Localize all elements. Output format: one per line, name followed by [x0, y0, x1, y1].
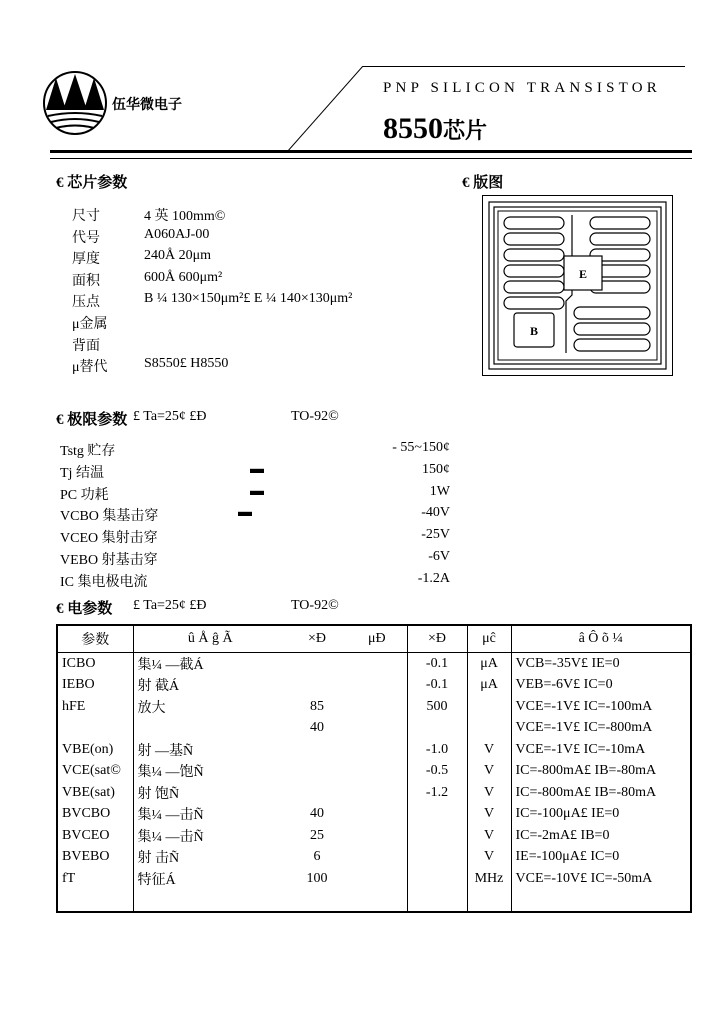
- param-max-cell: [407, 804, 467, 826]
- header-top-line: [363, 66, 685, 67]
- param-max-cell: -1.2: [407, 782, 467, 804]
- param-symbol-cell: VBE(on): [62, 741, 114, 757]
- param-symbol-cell: [57, 718, 133, 740]
- param-unit-cell: V: [467, 739, 511, 761]
- chip-layout-diagram: [482, 195, 673, 376]
- param-max-cell: [407, 718, 467, 740]
- param-cond-cell: VCE=-10V£ IC=-50mA: [511, 868, 691, 890]
- max-ratings-title: € 极限参数: [56, 412, 128, 428]
- table-row: [57, 761, 691, 783]
- page-title: PNP SILICON TRANSISTOR: [383, 80, 661, 96]
- param-desc-cell: [133, 718, 287, 740]
- max-rating-value: -1.2A: [417, 570, 450, 586]
- chip-param-value: 240Å 20μm: [144, 248, 212, 264]
- max-rating-mark: ▬: [238, 505, 252, 521]
- param-min-cell: [287, 782, 347, 804]
- param-desc-cell: 集¼ —击Ñ: [133, 825, 287, 847]
- table-row: [57, 868, 691, 890]
- col-header-cond: â Ô õ ¼: [511, 625, 691, 653]
- chip-param-row: [72, 291, 353, 313]
- max-rating-mark: ▬: [250, 461, 264, 477]
- max-rating-mark: ▬: [250, 483, 264, 499]
- param-symbol-cell: BVCEO: [62, 827, 110, 843]
- elec-chars-title: € 电参数: [56, 601, 113, 617]
- param-max-cell: [407, 847, 467, 869]
- max-rating-symbol: VEBO 射基击穿: [60, 552, 158, 568]
- col-header-desc: û Å ĝ Ã: [133, 625, 287, 653]
- max-rating-symbol: PC 功耗: [60, 487, 109, 503]
- base-label: B: [529, 324, 539, 338]
- param-cond-cell: IE=-100μA£ IC=0: [511, 847, 691, 869]
- table-row: [57, 804, 691, 826]
- param-desc-cell: 射 击Ñ: [133, 847, 287, 869]
- param-cond-cell: IC=-800mA£ IB=-80mA: [511, 782, 691, 804]
- param-desc-cell: 集¼ —饱Ñ: [133, 761, 287, 783]
- chip-param-row: [72, 335, 108, 357]
- company-name: 伍华微电子: [112, 98, 182, 113]
- max-rating-value: -25V: [421, 527, 450, 543]
- param-typ-cell: [347, 653, 407, 675]
- elec-chars-table: [56, 624, 692, 913]
- max-rating-row: [60, 571, 450, 593]
- chip-param-label: 厚度: [72, 252, 100, 268]
- param-desc-cell: 集¼ —截Á: [133, 653, 287, 675]
- table-row: [57, 739, 691, 761]
- param-typ-cell: [347, 804, 407, 826]
- param-min-cell: 40: [310, 806, 324, 822]
- chip-param-value: B ¼ 130×150μm²£ E ¼ 140×130μm²: [144, 291, 353, 307]
- table-row: [57, 718, 691, 740]
- param-unit-cell: V: [467, 761, 511, 783]
- chip-param-value: 600Å 600μm²: [144, 269, 223, 285]
- table-row: [57, 653, 691, 675]
- chip-params-list: [72, 205, 353, 378]
- col-header-min: ×Ð: [287, 625, 347, 653]
- param-max-cell: -0.1: [407, 653, 467, 675]
- param-unit-cell: μA: [467, 675, 511, 697]
- param-cond-cell: IC=-800mA£ IB=-80mA: [511, 761, 691, 783]
- max-ratings-condition: £ Ta=25¢ £Ð: [133, 409, 207, 424]
- param-typ-cell: [347, 782, 407, 804]
- param-max-cell: [407, 868, 467, 890]
- col-header-typ: μÐ: [347, 625, 407, 653]
- table-row: [57, 782, 691, 804]
- chip-param-row: [72, 269, 223, 292]
- param-cond-cell: VEB=-6V£ IC=0: [511, 675, 691, 697]
- param-min-cell: 6: [313, 849, 321, 865]
- col-header-max: ×Ð: [407, 625, 467, 653]
- param-typ-cell: [347, 718, 407, 740]
- param-desc-cell: 射 —基Ñ: [133, 739, 287, 761]
- param-desc-cell: 集¼ —击Ñ: [133, 804, 287, 826]
- param-typ-cell: [347, 675, 407, 697]
- max-rating-value: 150¢: [422, 461, 450, 477]
- chip-param-label: μ金属: [72, 316, 108, 332]
- param-symbol-cell: IEBO: [62, 677, 95, 693]
- param-unit-cell: V: [467, 782, 511, 804]
- chip-param-label: 背面: [72, 338, 100, 354]
- model-number: [383, 112, 487, 146]
- elec-table-body: [57, 653, 691, 890]
- max-ratings-list: [60, 440, 450, 593]
- param-min-cell: [287, 739, 347, 761]
- param-typ-cell: [347, 739, 407, 761]
- param-max-cell: -1.0: [407, 739, 467, 761]
- table-spacer-row: [57, 890, 691, 913]
- table-row: [57, 847, 691, 869]
- param-symbol-cell: BVEBO: [62, 849, 110, 865]
- param-min-cell: 40: [310, 720, 324, 736]
- chip-param-row: [72, 248, 212, 270]
- max-rating-value: -6V: [428, 548, 450, 564]
- table-row: [57, 696, 691, 718]
- header-rule-thick: [50, 150, 692, 153]
- param-cond-cell: VCB=-35V£ IE=0: [511, 653, 691, 675]
- param-unit-cell: MHz: [467, 868, 511, 890]
- elec-chars-condition: £ Ta=25¢ £Ð: [133, 598, 207, 613]
- param-desc-cell: 特征Á: [133, 868, 287, 890]
- param-min-cell: 25: [310, 827, 324, 843]
- param-typ-cell: [347, 868, 407, 890]
- max-rating-row: [60, 527, 450, 549]
- param-symbol-cell: BVCBO: [62, 806, 111, 822]
- param-desc-cell: 放大: [133, 696, 287, 718]
- layout-title: € 版图: [462, 175, 504, 191]
- company-logo: [42, 70, 108, 136]
- param-symbol-cell: fT: [62, 870, 76, 886]
- param-cond-cell: IC=-100μA£ IE=0: [511, 804, 691, 826]
- param-symbol-cell: VBE(sat): [62, 784, 115, 800]
- model-code: 8550: [383, 112, 443, 145]
- param-desc-cell: 射 饱Ñ: [133, 782, 287, 804]
- param-max-cell: [407, 825, 467, 847]
- param-typ-cell: [347, 847, 407, 869]
- param-min-cell: 100: [306, 870, 328, 886]
- max-rating-symbol: Tstg 贮存: [60, 444, 116, 459]
- max-rating-symbol: VCEO 集射击穿: [60, 531, 158, 547]
- param-unit-cell: V: [467, 804, 511, 826]
- max-rating-symbol: IC 集电极电流: [60, 574, 148, 590]
- col-header-param: 参数: [57, 625, 133, 653]
- param-min-cell: [287, 761, 347, 783]
- chip-param-row: [72, 205, 226, 227]
- max-ratings-package: TO-92©: [291, 409, 339, 424]
- param-symbol-cell: VCE(sat©: [62, 763, 121, 779]
- max-rating-value: 1W: [429, 483, 450, 499]
- max-rating-row: [60, 484, 450, 506]
- max-rating-symbol: VCBO 集基击穿: [60, 509, 159, 525]
- param-cond-cell: IC=-2mA£ IB=0: [511, 825, 691, 847]
- max-rating-row: [60, 505, 450, 527]
- emitter-label: E: [578, 267, 588, 281]
- chip-param-label: 压点: [72, 295, 100, 311]
- param-max-cell: 500: [407, 696, 467, 718]
- param-desc-cell: 射 截Á: [133, 675, 287, 697]
- elec-chars-package: TO-92©: [291, 598, 339, 613]
- param-unit-cell: [467, 718, 511, 740]
- max-rating-value: - 55~150¢: [392, 440, 450, 455]
- chip-param-value: A060AJ-00: [144, 226, 210, 242]
- max-rating-row: [60, 549, 450, 571]
- model-suffix: 芯片: [443, 118, 488, 143]
- chip-params-title: € 芯片参数: [56, 175, 128, 191]
- param-unit-cell: V: [467, 825, 511, 847]
- header-rule-thin: [50, 158, 692, 159]
- param-typ-cell: [347, 825, 407, 847]
- table-row: [57, 825, 691, 847]
- param-cond-cell: VCE=-1V£ IC=-10mA: [511, 739, 691, 761]
- param-cond-cell: VCE=-1V£ IC=-800mA: [511, 718, 691, 740]
- chip-param-value: 4 英 100mm©: [144, 209, 226, 224]
- max-rating-symbol: Tj 结温: [60, 465, 104, 481]
- param-unit-cell: [467, 696, 511, 718]
- param-symbol-cell: ICBO: [62, 655, 96, 671]
- max-rating-value: -40V: [421, 505, 450, 521]
- param-max-cell: -0.1: [407, 675, 467, 697]
- chip-param-row: [72, 356, 229, 378]
- param-symbol-cell: hFE: [62, 698, 86, 714]
- chip-param-label: 尺寸: [72, 209, 100, 224]
- chip-param-label: 代号: [72, 230, 100, 246]
- param-min-cell: 85: [310, 698, 324, 714]
- param-max-cell: -0.5: [407, 761, 467, 783]
- table-row: [57, 675, 691, 697]
- param-unit-cell: μA: [467, 653, 511, 675]
- param-cond-cell: VCE=-1V£ IC=-100mA: [511, 696, 691, 718]
- chip-param-label: μ替代: [72, 360, 108, 376]
- chip-param-row: [72, 313, 108, 335]
- param-min-cell: [287, 675, 347, 697]
- chip-param-row: [72, 226, 210, 249]
- col-header-unit: μĉ: [467, 625, 511, 653]
- header-diagonal: [285, 66, 365, 152]
- max-rating-row: [60, 462, 450, 484]
- param-typ-cell: [347, 696, 407, 718]
- param-typ-cell: [347, 761, 407, 783]
- chip-param-label: 面积: [72, 273, 100, 289]
- max-rating-row: [60, 440, 450, 462]
- param-min-cell: [287, 653, 347, 675]
- param-unit-cell: V: [467, 847, 511, 869]
- table-header-row: [57, 625, 691, 653]
- chip-param-value: S8550£ H8550: [144, 356, 229, 372]
